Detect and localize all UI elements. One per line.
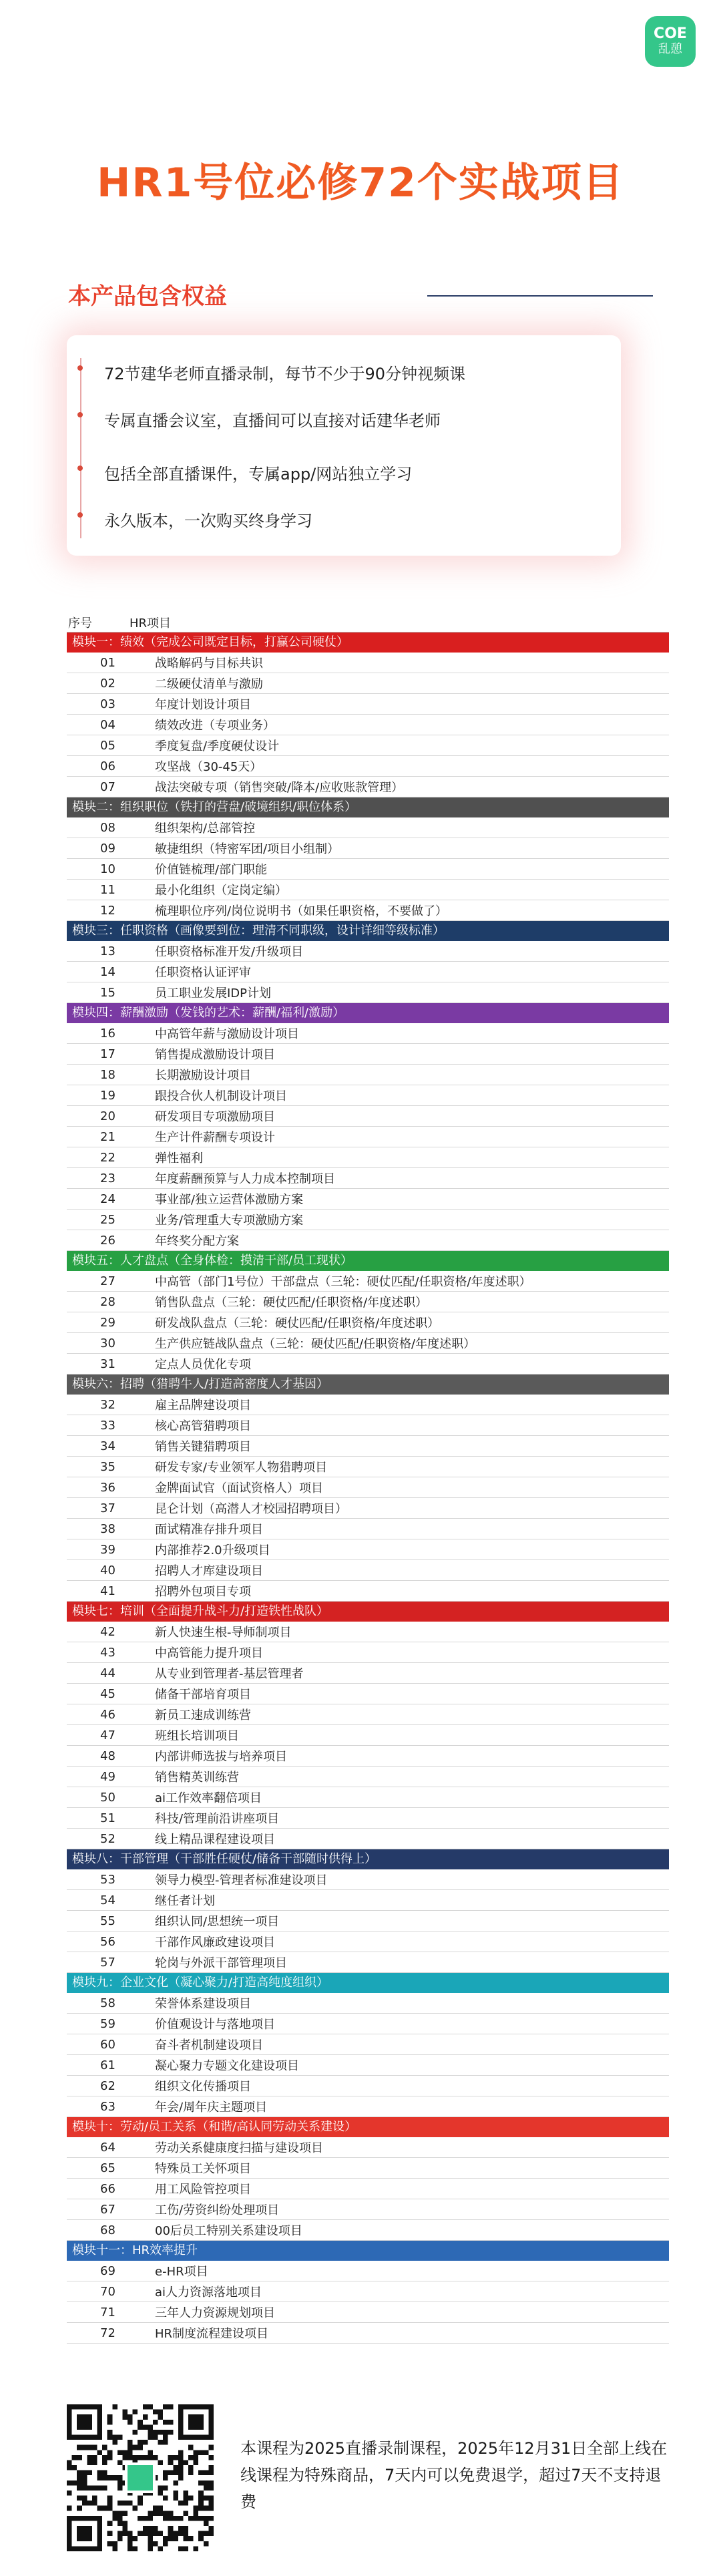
- project-number: 55: [100, 1913, 115, 1928]
- table-row: [67, 1725, 669, 1746]
- project-name: 组织文化传播项目: [155, 2080, 251, 2094]
- project-name: 二级硬仗清单与激励: [155, 677, 263, 691]
- project-name: 价值观设计与落地项目: [155, 2018, 275, 2032]
- project-name: 用工风险管控项目: [155, 2183, 251, 2197]
- project-name: 招聘人才库建设项目: [155, 1564, 263, 1578]
- table-row: [67, 941, 669, 962]
- table-row: [67, 1415, 669, 1436]
- table-row: [67, 1622, 669, 1642]
- header-project: HR项目: [130, 616, 172, 630]
- logo-text-top: COE: [654, 25, 687, 42]
- table-row: [67, 1477, 669, 1498]
- project-number: 71: [100, 2305, 115, 2320]
- table-row: [67, 1746, 669, 1767]
- project-number: 63: [100, 2099, 115, 2114]
- project-name: 年终奖分配方案: [155, 1234, 239, 1248]
- project-number: 54: [100, 1893, 115, 1907]
- project-number: 05: [100, 738, 115, 753]
- project-number: 18: [100, 1067, 115, 1082]
- project-number: 26: [100, 1233, 115, 1248]
- project-number: 25: [100, 1212, 115, 1227]
- module-header: 模块六：招聘（猎聘牛人/打造高密度人才基因）: [67, 1374, 669, 1395]
- project-number: 38: [100, 1521, 115, 1536]
- project-number: 67: [100, 2202, 115, 2217]
- project-number: 68: [100, 2223, 115, 2237]
- project-number: 44: [100, 1666, 115, 1680]
- project-name: 核心高管猎聘项目: [155, 1419, 251, 1433]
- project-name: 最小化组织（定岗定编）: [155, 884, 287, 898]
- project-name: 三年人力资源规划项目: [155, 2306, 275, 2320]
- project-name: 中高管（部门1号位）干部盘点（三轮：硬仗匹配/任职资格/年度述职）: [155, 1275, 531, 1289]
- project-name: 年度计划设计项目: [155, 698, 251, 712]
- project-number: 40: [100, 1563, 115, 1578]
- project-name: 内部推荐2.0升级项目: [155, 1543, 270, 1557]
- project-number: 01: [100, 655, 115, 670]
- project-name: 敏捷组织（特密军团/项目小组制）: [155, 842, 340, 856]
- project-number: 47: [100, 1728, 115, 1742]
- module-header: 模块九：企业文化（凝心聚力/打造高纯度组织）: [67, 1973, 669, 1993]
- benefit-item: [104, 407, 441, 431]
- benefit-text: 专属直播会议室，直播间可以直接对话建华老师: [104, 411, 441, 430]
- project-number: 11: [100, 882, 115, 897]
- table-row: [67, 1023, 669, 1044]
- project-name: 战略解码与目标共识: [155, 657, 263, 671]
- table-row: [67, 1704, 669, 1725]
- table-row: [67, 1581, 669, 1602]
- table-row: [67, 735, 669, 756]
- project-number: 36: [100, 1480, 115, 1495]
- table-row: [67, 1890, 669, 1911]
- project-name: 继任者计划: [155, 1894, 215, 1908]
- table-row: [67, 1106, 669, 1127]
- table-row: [67, 859, 669, 880]
- project-number: 72: [100, 2326, 115, 2340]
- benefit-text: 永久版本，一次购买终身学习: [104, 512, 312, 530]
- project-name: 中高管年薪与激励设计项目: [155, 1027, 299, 1041]
- page-title: HR1号位必修72个实战项目: [97, 160, 624, 206]
- bullet-dot-icon: [77, 412, 83, 417]
- project-number: 12: [100, 903, 115, 918]
- project-name: 事业部/独立运营体激励方案: [155, 1193, 304, 1207]
- project-number: 53: [100, 1872, 115, 1887]
- project-number: 16: [100, 1026, 115, 1041]
- project-name: 轮岗与外派干部管理项目: [155, 1956, 287, 1970]
- table-row: [67, 1993, 669, 2014]
- project-name: 劳动关系健康度扫描与建设项目: [155, 2141, 323, 2155]
- project-name: 新员工速成训练营: [155, 1708, 251, 1722]
- table-row: [67, 1952, 669, 1973]
- benefits-heading: 本产品包含权益: [68, 283, 227, 310]
- project-number: 60: [100, 2037, 115, 2052]
- project-number: 46: [100, 1707, 115, 1722]
- project-name: 荣誉体系建设项目: [155, 1997, 251, 2011]
- table-row: [67, 1147, 669, 1168]
- table-row: [67, 1767, 669, 1787]
- module-header: 模块三：任职资格（画像要到位：理清不同职级，设计详细等级标准）: [67, 921, 669, 941]
- project-name: 中高管能力提升项目: [155, 1646, 263, 1660]
- project-name: 弹性福利: [155, 1151, 203, 1165]
- project-name: 特殊员工关怀项目: [155, 2162, 251, 2176]
- project-number: 57: [100, 1955, 115, 1970]
- table-row: [67, 1642, 669, 1663]
- project-number: 64: [100, 2140, 115, 2155]
- table-row: [67, 2281, 669, 2302]
- table-row: [67, 1189, 669, 1210]
- table-row: [67, 1210, 669, 1230]
- table-row: [67, 2034, 669, 2055]
- project-name: 储备干部培育项目: [155, 1688, 251, 1702]
- project-name: 00后员工特别关系建设项目: [155, 2224, 302, 2238]
- table-row: [67, 2179, 669, 2199]
- project-number: 32: [100, 1397, 115, 1412]
- project-name: 梳理职位序列/岗位说明书（如果任职资格，不要做了）: [155, 904, 448, 918]
- project-name: 班组长培训项目: [155, 1729, 239, 1743]
- project-number: 49: [100, 1769, 115, 1784]
- project-name: 凝心聚力专题文化建设项目: [155, 2059, 299, 2073]
- table-row: [67, 1354, 669, 1374]
- project-number: 31: [100, 1356, 115, 1371]
- project-name: 季度复盘/季度硬仗设计: [155, 739, 280, 753]
- table-row: [67, 1539, 669, 1560]
- project-number: 27: [100, 1274, 115, 1288]
- project-number: 14: [100, 964, 115, 979]
- project-number: 03: [100, 697, 115, 711]
- project-name: 新人快速生根-导师制项目: [155, 1626, 292, 1640]
- table-row: [67, 1085, 669, 1106]
- course-note: 本课程为2025直播录制课程，2025年12月31日全部上线在线课程为特殊商品，7天内可以免费退学，超过7天不支持退费: [240, 2439, 668, 2511]
- table-row: [67, 1498, 669, 1519]
- project-number: 39: [100, 1542, 115, 1557]
- table-row: [67, 900, 669, 921]
- project-number: 09: [100, 841, 115, 856]
- table-row: [67, 880, 669, 900]
- table-row: [67, 2076, 669, 2096]
- bullet-dot-icon: [77, 365, 83, 371]
- project-name: ai工作效率翻倍项目: [155, 1791, 262, 1805]
- project-number: 23: [100, 1171, 115, 1185]
- project-number: 37: [100, 1501, 115, 1515]
- project-number: 20: [100, 1109, 115, 1123]
- project-name: 生产计件薪酬专项设计: [155, 1131, 275, 1145]
- table-row: [67, 1168, 669, 1189]
- benefit-item: [104, 361, 465, 384]
- bullet-dot-icon: [77, 466, 83, 471]
- table-row: [67, 1869, 669, 1890]
- table-row: [67, 1911, 669, 1931]
- qr-code-icon: [67, 2404, 214, 2551]
- header-index: 序号: [68, 616, 92, 630]
- project-number: 13: [100, 944, 115, 958]
- project-number: 70: [100, 2284, 115, 2299]
- project-name: 干部作风廉政建设项目: [155, 1936, 275, 1950]
- table-row: [67, 1127, 669, 1147]
- table-row: [67, 1312, 669, 1333]
- table-row: [67, 2220, 669, 2241]
- table-row: [67, 1808, 669, 1829]
- project-name: 销售精英训练营: [155, 1771, 239, 1785]
- table-row: [67, 2261, 669, 2281]
- project-number: 24: [100, 1191, 115, 1206]
- project-number: 43: [100, 1645, 115, 1660]
- table-row: [67, 1931, 669, 1952]
- project-name: 线上精品课程建设项目: [155, 1833, 275, 1847]
- project-name: 员工职业发展IDP计划: [155, 986, 272, 1000]
- table-row: [67, 2199, 669, 2220]
- table-row: [67, 1065, 669, 1085]
- benefits-card: [67, 335, 621, 556]
- table-row: [67, 1333, 669, 1354]
- project-name: 销售队盘点（三轮：硬仗匹配/任职资格/年度述职）: [155, 1296, 428, 1310]
- project-name: 内部讲师选拔与培养项目: [155, 1750, 287, 1764]
- project-number: 30: [100, 1336, 115, 1350]
- project-name: 昆仑计划（高潜人才校园招聘项目）: [155, 1502, 347, 1516]
- project-number: 61: [100, 2058, 115, 2072]
- project-number: 52: [100, 1831, 115, 1846]
- table-row: [67, 1395, 669, 1415]
- module-header: 模块二：组织职位（铁打的营盘/破境组织/职位体系）: [67, 797, 669, 817]
- project-number: 33: [100, 1418, 115, 1433]
- project-number: 58: [100, 1996, 115, 2010]
- table-row: [67, 1044, 669, 1065]
- project-name: 研发战队盘点（三轮：硬仗匹配/任职资格/年度述职）: [155, 1316, 440, 1330]
- project-number: 21: [100, 1129, 115, 1144]
- project-name: 销售关键猎聘项目: [155, 1440, 251, 1454]
- project-number: 10: [100, 862, 115, 876]
- benefit-item: [104, 508, 312, 531]
- project-name: 业务/管理重大专项激励方案: [155, 1214, 304, 1228]
- table-row: [67, 1684, 669, 1704]
- project-name: 雇主品牌建设项目: [155, 1399, 251, 1413]
- table-row: [67, 1829, 669, 1849]
- project-number: 28: [100, 1294, 115, 1309]
- project-name: 从专业到管理者-基层管理者: [155, 1667, 304, 1681]
- project-number: 66: [100, 2181, 115, 2196]
- benefit-text: 包括全部直播课件，专属app/网站独立学习: [104, 465, 413, 484]
- module-header: 模块十一：HR效率提升: [67, 2241, 669, 2261]
- table-row: [67, 982, 669, 1003]
- table-row: [67, 1663, 669, 1684]
- project-number: 62: [100, 2078, 115, 2093]
- logo-text-bottom: 乱憩: [658, 42, 682, 56]
- module-header: 模块四：薪酬激励（发钱的艺术：薪酬/福利/激励）: [67, 1003, 669, 1023]
- project-name: 领导力模型-管理者标准建设项目: [155, 1873, 328, 1887]
- project-name: 研发专家/专业领军人物猎聘项目: [155, 1461, 328, 1475]
- table-row: [67, 1436, 669, 1457]
- project-name: 攻坚战（30-45天）: [155, 760, 262, 774]
- project-number: 56: [100, 1934, 115, 1949]
- project-number: 22: [100, 1150, 115, 1165]
- project-number: 69: [100, 2263, 115, 2278]
- project-number: 50: [100, 1790, 115, 1805]
- table-row: [67, 2014, 669, 2034]
- project-name: 组织架构/总部管控: [155, 821, 256, 836]
- table-row: [67, 694, 669, 715]
- project-name: 工伤/劳资纠纷处理项目: [155, 2203, 280, 2217]
- project-table: [67, 613, 669, 2344]
- benefit-item: [104, 461, 412, 484]
- table-row: [67, 756, 669, 777]
- module-header: 模块一：绩效（完成公司既定目标，打赢公司硬仗）: [67, 632, 669, 653]
- project-number: 34: [100, 1439, 115, 1453]
- table-row: [67, 2302, 669, 2323]
- module-header: 模块七：培训（全面提升战斗力/打造铁性战队）: [67, 1602, 669, 1622]
- project-name: 科技/管理前沿讲座项目: [155, 1812, 280, 1826]
- project-number: 45: [100, 1686, 115, 1701]
- project-number: 04: [100, 717, 115, 732]
- project-number: 35: [100, 1459, 115, 1474]
- table-row: [67, 962, 669, 982]
- project-name: ai人力资源落地项目: [155, 2285, 262, 2299]
- table-row: [67, 817, 669, 838]
- table-row: [67, 838, 669, 859]
- table-row: [67, 715, 669, 735]
- project-name: 面试精准存排升项目: [155, 1523, 263, 1537]
- project-number: 07: [100, 779, 115, 794]
- table-row: [67, 1230, 669, 1251]
- table-row: [67, 1271, 669, 1292]
- module-header: 模块五：人才盘点（全身体检：摸清干部/员工现状）: [67, 1251, 669, 1271]
- project-number: 29: [100, 1315, 115, 1330]
- project-number: 02: [100, 676, 115, 691]
- project-name: 年会/周年庆主题项目: [155, 2100, 268, 2114]
- module-header: 模块十：劳动/员工关系（和谐/高认同劳动关系建设）: [67, 2117, 669, 2137]
- table-row: [67, 2137, 669, 2158]
- project-number: 59: [100, 2016, 115, 2031]
- project-name: 组织认同/思想统一项目: [155, 1915, 280, 1929]
- project-name: 生产供应链战队盘点（三轮：硬仗匹配/任职资格/年度述职）: [155, 1337, 476, 1351]
- table-header: [67, 613, 669, 632]
- project-number: 17: [100, 1047, 115, 1061]
- table-row: [67, 653, 669, 673]
- project-name: 跟投合伙人机制设计项目: [155, 1089, 287, 1103]
- project-number: 06: [100, 759, 115, 773]
- project-number: 65: [100, 2161, 115, 2175]
- table-row: [67, 1519, 669, 1539]
- project-name: 任职资格认证评审: [155, 966, 251, 980]
- project-name: 长期激励设计项目: [155, 1069, 251, 1083]
- project-number: 15: [100, 985, 115, 1000]
- project-name: 招聘外包项目专项: [155, 1585, 251, 1599]
- project-name: 金牌面试官（面试资格人）项目: [155, 1481, 323, 1495]
- project-number: 48: [100, 1749, 115, 1763]
- project-name: e-HR项目: [155, 2265, 208, 2279]
- table-row: [67, 1787, 669, 1808]
- brand-logo: [645, 16, 696, 67]
- module-header: 模块八：干部管理（干部胜任硬仗/储备干部随时供得上）: [67, 1849, 669, 1869]
- project-name: HR制度流程建设项目: [155, 2327, 269, 2341]
- table-row: [67, 1457, 669, 1477]
- project-name: 年度薪酬预算与人力成本控制项目: [155, 1172, 335, 1186]
- project-number: 51: [100, 1811, 115, 1825]
- benefit-text: 72节建华老师直播录制，每节不少于90分钟视频课: [104, 365, 466, 383]
- project-number: 19: [100, 1088, 115, 1103]
- project-name: 战法突破专项（销售突破/降本/应收账款管理）: [155, 781, 404, 795]
- bullet-dot-icon: [77, 512, 83, 518]
- table-row: [67, 2055, 669, 2076]
- project-name: 任职资格标准开发/升级项目: [155, 945, 304, 959]
- project-number: 42: [100, 1624, 115, 1639]
- table-row: [67, 777, 669, 797]
- table-row: [67, 673, 669, 694]
- table-row: [67, 1292, 669, 1312]
- project-number: 08: [100, 820, 115, 835]
- section-divider: [427, 295, 653, 297]
- project-name: 价值链梳理/部门职能: [155, 863, 268, 877]
- project-number: 41: [100, 1584, 115, 1598]
- benefit-timeline: [80, 358, 81, 538]
- table-row: [67, 2158, 669, 2179]
- table-row: [67, 2323, 669, 2344]
- table-row: [67, 2096, 669, 2117]
- project-name: 销售提成激励设计项目: [155, 1048, 275, 1062]
- project-name: 定点人员优化专项: [155, 1358, 251, 1372]
- project-name: 奋斗者机制建设项目: [155, 2038, 263, 2052]
- table-row: [67, 1560, 669, 1581]
- project-name: 研发项目专项激励项目: [155, 1110, 275, 1124]
- project-name: 绩效改进（专项业务）: [155, 719, 275, 733]
